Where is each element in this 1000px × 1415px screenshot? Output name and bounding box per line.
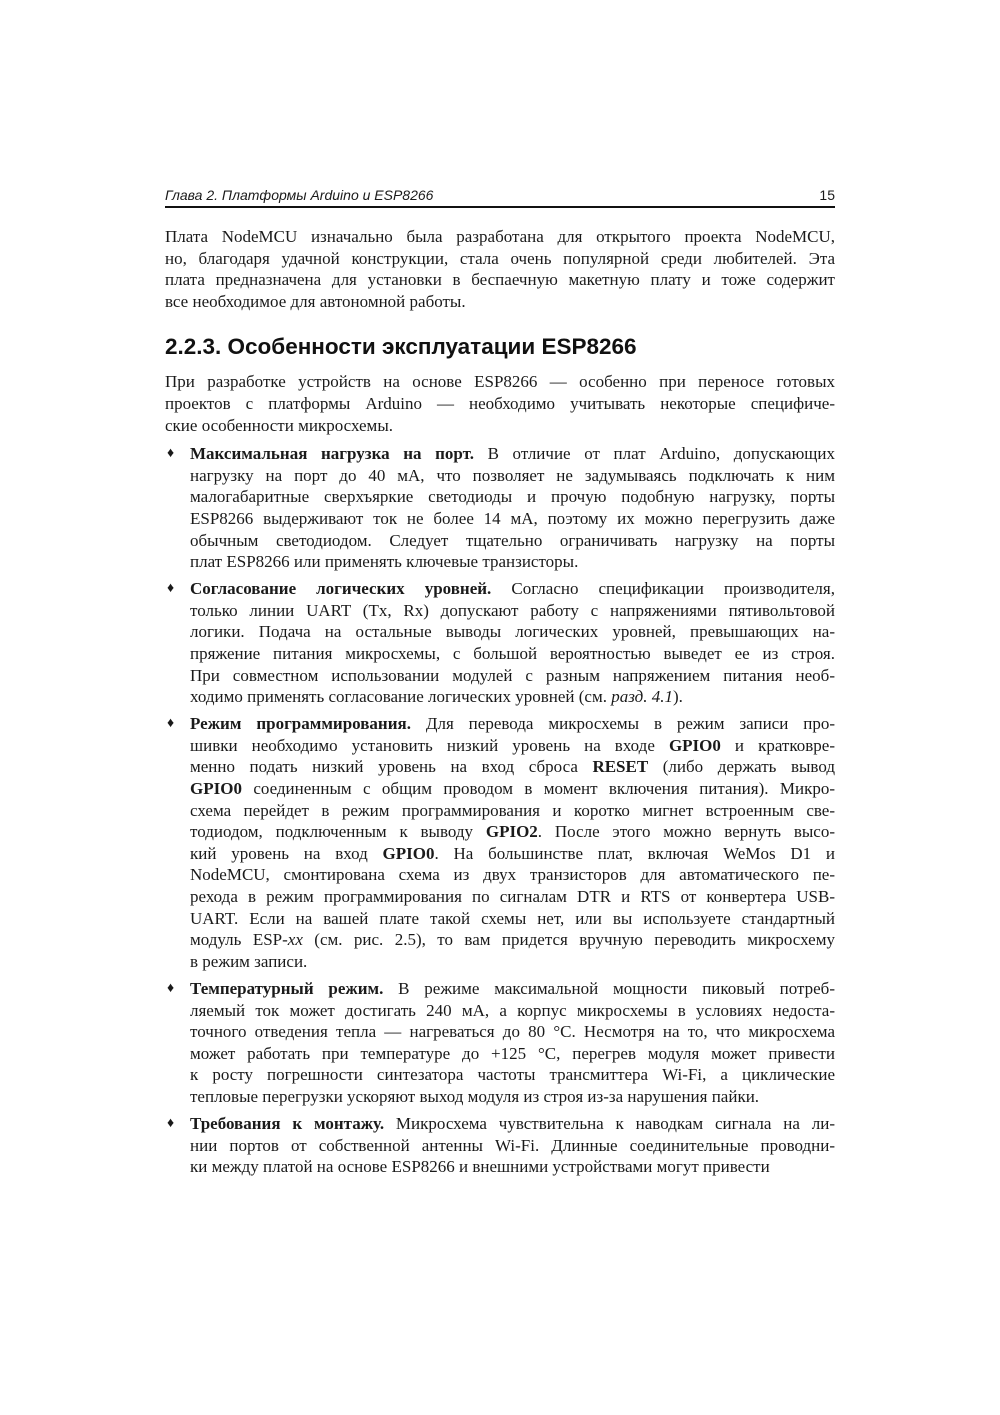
text-run: . На большинстве плат, включая WeMos D1 и <box>434 843 835 863</box>
text-line <box>190 1021 835 1043</box>
text-line <box>190 665 835 687</box>
text-run: схема перейдет в режим программирования и коротко мигнет встроенным све- <box>190 800 835 820</box>
text-run: нии портов от собственной антенны Wi-Fi. Длинные соединительные проводни- <box>190 1135 835 1155</box>
text-line <box>165 248 835 270</box>
text-run: (см. рис. 2.5), то вам придется вручную переводить микросхему <box>302 930 835 950</box>
diamond-bullet-icon: ♦ <box>167 1115 175 1131</box>
text-run: (либо держать вывод <box>648 757 835 777</box>
text-line <box>190 886 835 908</box>
text-run: Плата NodeMCU изначально была разработана для открытого проекта NodeMCU, <box>165 227 835 246</box>
bold-text: GPIO0 <box>190 779 242 799</box>
bullet-item <box>165 713 835 972</box>
text-line <box>190 821 835 843</box>
page-body <box>165 226 835 1178</box>
text-line <box>190 929 835 951</box>
text-run: NodeMCU, смонтирована схема из двух транзисторов для автоматического пе- <box>190 865 835 885</box>
text-line <box>190 551 835 573</box>
text-line <box>190 1000 835 1022</box>
running-header <box>165 186 835 208</box>
text-run: логики. Подача на остальные выводы логических уровней, превышающих на- <box>190 622 835 642</box>
bold-text: GPIO0 <box>668 735 721 755</box>
diamond-bullet-icon: ♦ <box>167 980 175 996</box>
text-line <box>190 756 835 778</box>
text-run: В режиме максимальной мощности пиковый потреб- <box>383 978 835 998</box>
text-run: плат ESP8266 или применять ключевые транзисторы. <box>190 552 579 572</box>
text-run: ляемый ток может достигать 240 мА, а корпус микросхемы в условиях недоста- <box>190 1000 835 1020</box>
bullet-item <box>165 978 835 1108</box>
text-line <box>190 1135 835 1157</box>
bold-text: Режим программирования. <box>190 714 411 734</box>
bold-text: Согласование логических уровней. <box>190 579 492 599</box>
text-run: рехода в режим программирования по сигналам DTR и RTS от конвертера USB- <box>190 887 835 907</box>
bold-text: Максимальная нагрузка на порт. <box>190 444 474 464</box>
text-line <box>190 1086 835 1108</box>
text-line <box>190 1156 835 1178</box>
text-run: все необходимое для автономной работы. <box>165 291 466 311</box>
text-line <box>165 269 835 291</box>
text-run: ESP8266 выдерживают ток не более 14 мА, поэтому их можно перегрузить даже <box>190 508 835 528</box>
text-line <box>165 371 835 393</box>
intro-paragraph <box>165 226 835 312</box>
text-run: . После этого можно вернуть высо- <box>537 822 835 842</box>
text-line <box>190 713 835 735</box>
chapter-title: Глава 2. Платформы Arduino и ESP8266 <box>165 187 434 203</box>
text-line <box>190 530 835 552</box>
text-run: модуль ESP- <box>190 930 288 950</box>
text-run: только линии UART (Tx, Rx) допускают работу с напряжениями пятивольтовой <box>190 600 835 620</box>
bold-text: GPIO2 <box>485 822 538 842</box>
text-line <box>165 415 835 437</box>
text-run: Микросхема чувствительна к наводкам сигнала на ли- <box>384 1113 836 1133</box>
page-number: 15 <box>819 187 835 203</box>
text-line <box>190 908 835 930</box>
text-run: ходимо применять согласование логических уровней (см. <box>190 687 612 707</box>
diamond-bullet-icon: ♦ <box>167 581 175 597</box>
text-line <box>190 578 835 600</box>
text-line <box>190 486 835 508</box>
italic-text: разд. 4.1 <box>611 687 674 707</box>
bullet-item <box>165 578 835 708</box>
text-line <box>190 951 835 973</box>
text-run: Для перевода микросхемы в режим записи про- <box>410 714 835 734</box>
text-line <box>190 600 835 622</box>
bold-text: Температурный режим. <box>190 978 384 998</box>
bold-text: GPIO0 <box>382 843 435 863</box>
text-line <box>190 778 835 800</box>
text-run: соединенным с общим проводом в момент включения питания). Микро- <box>241 779 835 799</box>
text-run: ). <box>673 687 683 707</box>
text-run: Согласно спецификации производителя, <box>491 579 835 599</box>
text-line <box>190 686 835 708</box>
text-run: При совместном использовании модулей с разным напряжением питания необ- <box>190 665 835 685</box>
text-run: проектов с платформы Arduino — необходимо учитывать некоторые специфиче- <box>165 393 835 413</box>
text-run: При разработке устройств на основе ESP8266 — особенно при переносе готовых <box>165 372 835 392</box>
text-run: может работать при температуре до +125 °С, перегрев модуля может привести <box>190 1043 835 1063</box>
bullet-item <box>165 443 835 573</box>
text-line <box>190 1113 835 1135</box>
text-run: UART. Если на вашей плате такой схемы нет, или вы используете стандартный <box>190 908 835 928</box>
bold-text: RESET <box>592 757 649 777</box>
text-line <box>190 508 835 530</box>
text-run: ки между платой на основе ESP8266 и внешними устройствами могут привести <box>190 1157 770 1177</box>
bullet-item <box>165 1113 835 1178</box>
text-run: точного отведения тепла — нагреваться до 80 °С. Несмотря на то, что микросхема <box>190 1022 835 1042</box>
text-line <box>190 864 835 886</box>
bold-text: Требования к монтажу. <box>190 1113 385 1133</box>
text-run: пряжение питания микросхемы, с большой вероятностью выведет ее из строя. <box>190 644 835 663</box>
text-line <box>165 226 835 248</box>
text-line <box>165 393 835 415</box>
text-line <box>190 735 835 757</box>
text-run: тодиодом, подключенным к выводу <box>190 822 486 842</box>
text-line <box>190 800 835 822</box>
diamond-bullet-icon: ♦ <box>167 446 175 462</box>
text-run: к росту погрешности синтезатора частоты трансмиттера Wi-Fi, а циклические <box>190 1065 835 1085</box>
text-line <box>190 978 835 1000</box>
text-run: в режим записи. <box>190 951 308 971</box>
lead-paragraph <box>165 371 835 436</box>
text-run: менно подать низкий уровень на вход сброса <box>190 757 593 777</box>
text-run: малогабаритные сверхъяркие светодиоды и прочую подобную нагрузку, порты <box>190 487 835 507</box>
text-line <box>190 465 835 487</box>
text-line <box>190 643 835 665</box>
text-line <box>165 291 835 313</box>
diamond-bullet-icon: ♦ <box>167 716 175 732</box>
section-heading: 2.2.3. Особенности эксплуатации ESP8266 <box>165 334 637 360</box>
text-line <box>190 621 835 643</box>
text-run: кий уровень на вход <box>190 843 383 863</box>
text-line <box>190 1064 835 1086</box>
text-run: тепловые перегрузки ускоряют выход модуля из строя из-за нарушения пайки. <box>190 1086 760 1106</box>
text-run: обычным светодиодом. Следует тщательно ограничивать нагрузку на порты <box>190 530 835 550</box>
italic-text: xx <box>287 930 303 950</box>
text-run: и кратковре- <box>720 735 835 755</box>
text-line <box>190 843 835 865</box>
text-run: шивки необходимо установить низкий уровень на входе <box>190 735 669 755</box>
bullet-list <box>165 443 835 1178</box>
text-line <box>190 1043 835 1065</box>
text-run: нагрузку на порт до 40 мА, что позволяет не задумываясь подключать к ним <box>190 465 835 485</box>
text-run: но, благодаря удачной конструкции, стала очень популярной среди любителей. Эта <box>165 248 835 268</box>
text-run: плата предназначена для установки в беспаечную макетную плату и тоже содержит <box>165 270 835 290</box>
text-run: В отличие от плат Arduino, допускающих <box>473 444 835 464</box>
text-run: ские особенности микросхемы. <box>165 415 393 435</box>
text-line <box>190 443 835 465</box>
